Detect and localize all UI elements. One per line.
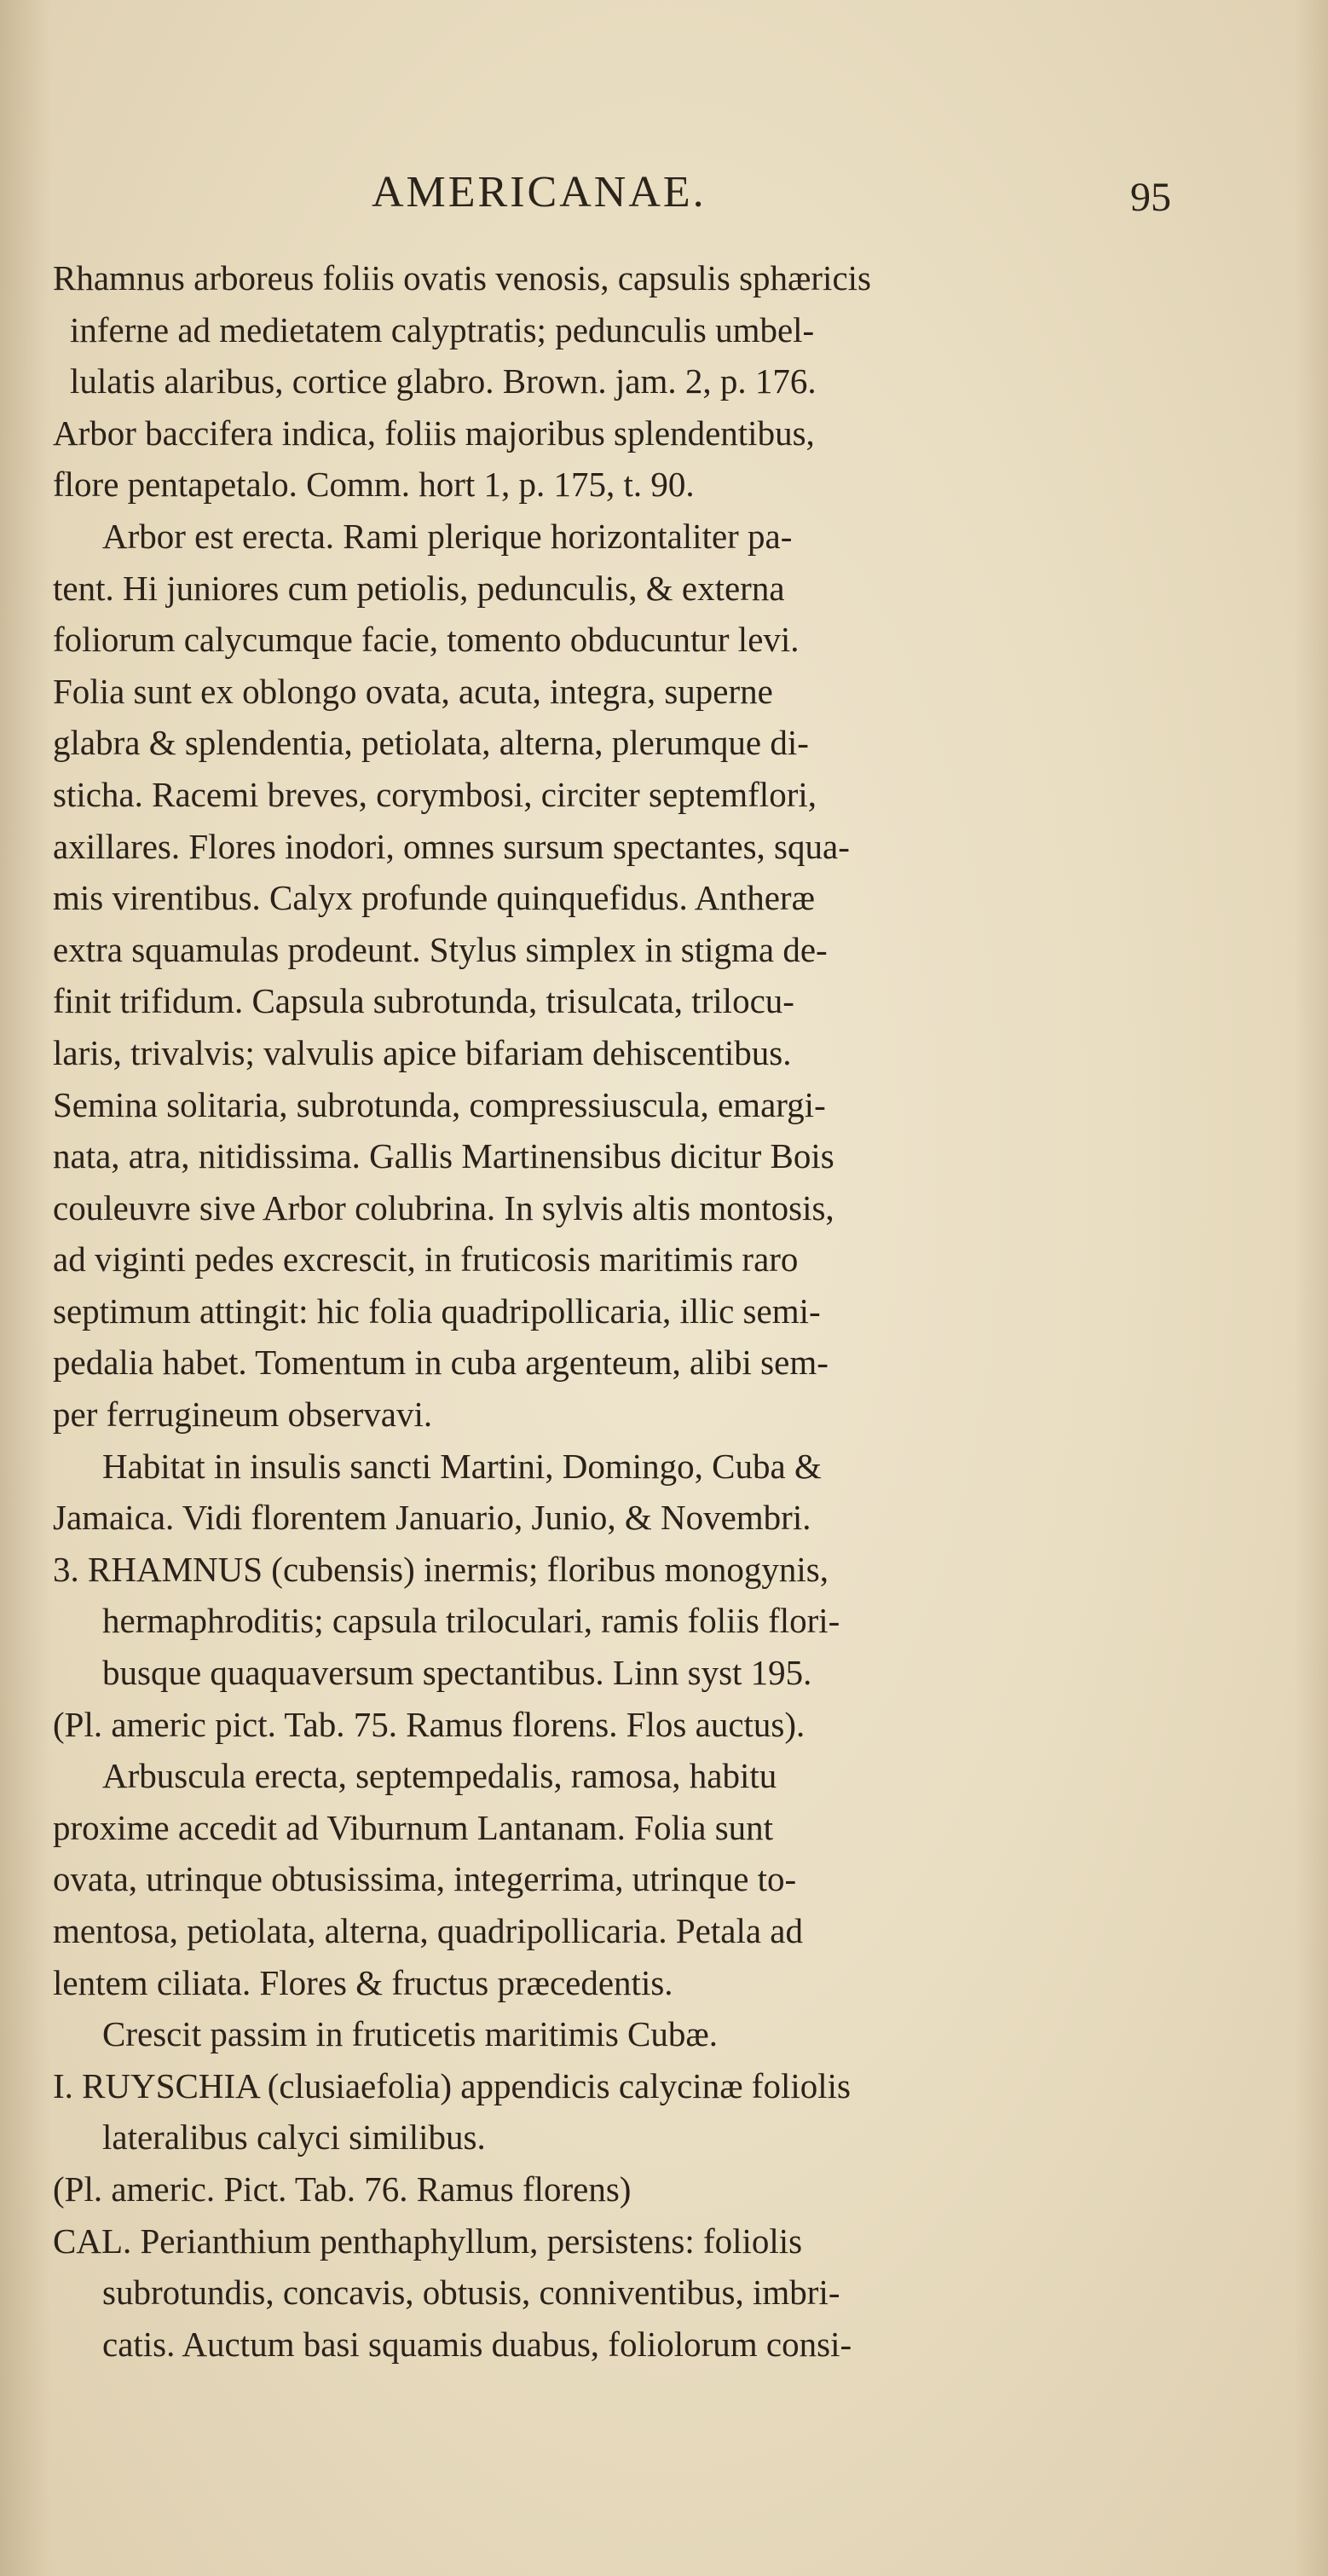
text-line: Habitat in insulis sancti Martini, Domingo, Cuba & <box>102 1446 822 1486</box>
text-line: finit trifidum. Capsula subrotunda, trisulcata, trilocu- <box>53 981 794 1021</box>
text-line: pedalia habet. Tomentum in cuba argenteum, alibi sem- <box>53 1343 829 1383</box>
text-line: Crescit passim in fruticetis maritimis Cubæ. <box>102 2014 718 2054</box>
text-line: Semina solitaria, subrotunda, compressiuscula, emargi- <box>53 1084 826 1124</box>
text-line: sticha. Racemi breves, corymbosi, circiter septemflori, <box>53 774 817 814</box>
text-line: Arbor est erecta. Rami plerique horizontaliter pa- <box>102 516 793 556</box>
text-line: (Pl. americ pict. Tab. 75. Ramus florens. Flos auctus). <box>53 1704 805 1744</box>
text-line: Rhamnus arboreus foliis ovatis venosis, capsulis sphæricis <box>53 258 871 297</box>
text-line: lulatis alaribus, cortice glabro. Brown. jam. 2, p. 176. <box>70 361 817 401</box>
text-line: mis virentibus. Calyx profunde quinquefidus. Antheræ <box>53 878 815 918</box>
text-line: nata, atra, nitidissima. Gallis Martinensibus dicitur Bois <box>53 1136 834 1176</box>
text-line: tent. Hi juniores cum petiolis, pedunculis, & externa <box>53 568 785 608</box>
text-line: Arbuscula erecta, septempedalis, ramosa, habitu <box>102 1756 777 1796</box>
text-line: busque quaquaversum spectantibus. Linn syst 195. <box>102 1653 812 1693</box>
text-line: mentosa, petiolata, alterna, quadripollicaria. Petala ad <box>53 1911 803 1950</box>
text-line: proxime accedit ad Viburnum Lantanam. Folia sunt <box>53 1807 774 1847</box>
text-line: lentem ciliata. Flores & fructus præcedentis. <box>53 1962 673 2002</box>
text-line: ovata, utrinque obtusissima, integerrima, utrinque to- <box>53 1859 797 1899</box>
text-line: subrotundis, concavis, obtusis, conniventibus, imbri- <box>102 2273 840 2313</box>
text-line: laris, trivalvis; valvulis apice bifariam dehiscentibus. <box>53 1032 792 1072</box>
text-line: glabra & splendentia, petiolata, alterna, plerumque di- <box>53 723 809 763</box>
page-number: 95 <box>1130 175 1171 220</box>
text-line: CAL. Perianthium penthaphyllum, persistens: foliolis <box>53 2221 803 2261</box>
text-line: Arbor baccifera indica, foliis majoribus splendentibus, <box>53 413 815 453</box>
body-text <box>53 252 1229 2370</box>
text-line: Jamaica. Vidi florentem Januario, Junio, & Novembri. <box>53 1498 811 1538</box>
text-line: per ferrugineum observavi. <box>53 1395 433 1435</box>
text-line: hermaphroditis; capsula triloculari, ramis foliis flori- <box>102 1601 840 1641</box>
text-line: Folia sunt ex oblongo ovata, acuta, integra, superne <box>53 671 773 711</box>
text-line: flore pentapetalo. Comm. hort 1, p. 175, t. 90. <box>53 465 695 505</box>
text-line: catis. Auctum basi squamis duabus, foliolorum consi- <box>102 2324 852 2364</box>
text-line: ad viginti pedes excrescit, in fruticosis maritimis raro <box>53 1239 799 1279</box>
text-line: inferne ad medietatem calyptratis; pedunculis umbel- <box>70 309 815 349</box>
text-line: lateralibus calyci similibus. <box>102 2117 486 2157</box>
text-line: couleuvre sive Arbor colubrina. In sylvis altis montosis, <box>53 1187 834 1227</box>
text-line: extra squamulas prodeunt. Stylus simplex in stigma de- <box>53 929 828 969</box>
text-line: (Pl. americ. Pict. Tab. 76. Ramus florens) <box>53 2169 632 2209</box>
running-head: AMERICANAE. <box>372 168 707 217</box>
text-line: I. RUYSCHIA (clusiaefolia) appendicis calycinæ foliolis <box>53 2065 851 2105</box>
text-line: axillares. Flores inodori, omnes sursum spectantes, squa- <box>53 826 850 866</box>
text-line: septimum attingit: hic folia quadripollicaria, illic semi- <box>53 1291 821 1331</box>
text-line: 3. RHAMNUS (cubensis) inermis; floribus monogynis, <box>53 1549 829 1589</box>
text-line: foliorum calycumque facie, tomento obducuntur levi. <box>53 620 800 660</box>
